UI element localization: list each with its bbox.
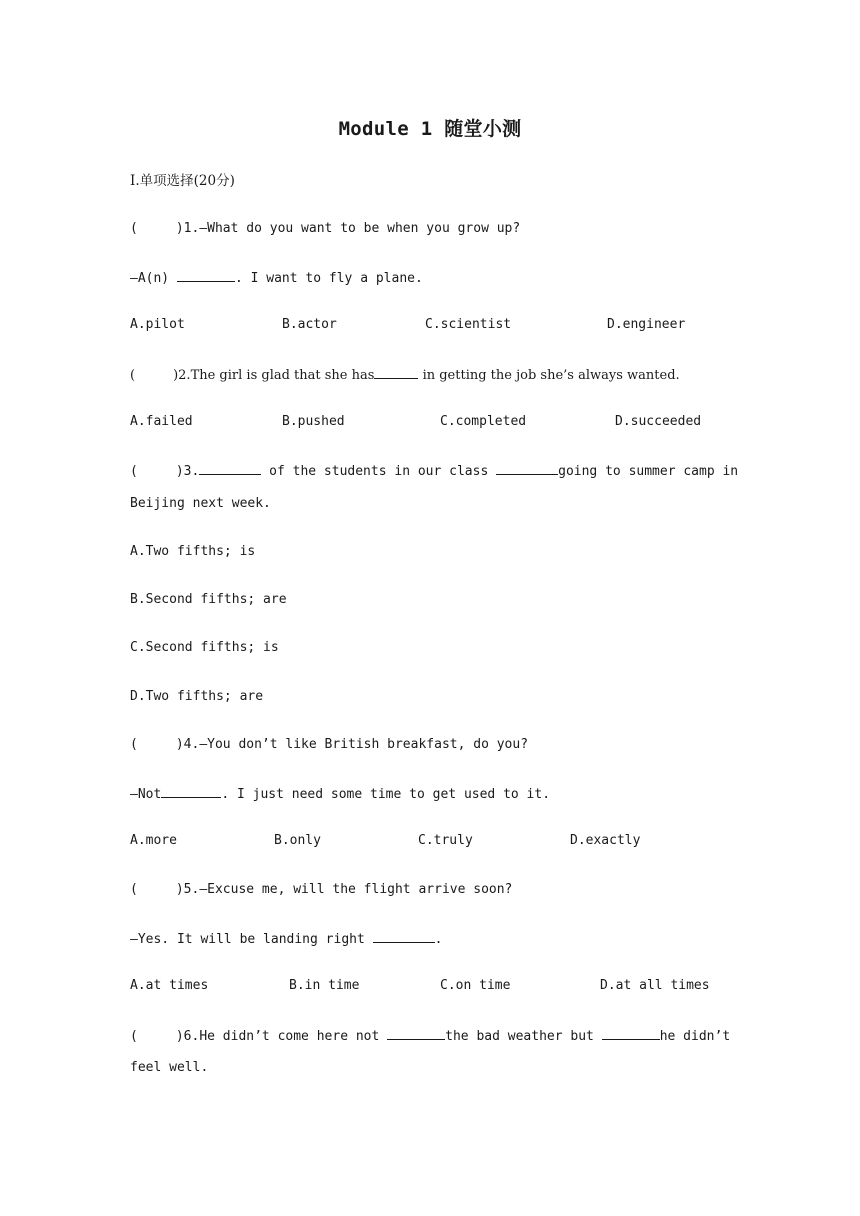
text-segment: in getting the job she’s always wanted. — [418, 368, 680, 383]
option-a: A.pilot — [130, 317, 185, 332]
question-4-stem — [130, 736, 528, 754]
answer-blank — [373, 929, 435, 943]
text-segment: . I just need some time to get used to it. — [221, 787, 551, 802]
option-b: B.in time — [289, 978, 360, 993]
question-number: )4. — [175, 737, 200, 752]
text-segment: going to summer camp in — [558, 464, 739, 479]
option-d: D.succeeded — [615, 414, 702, 429]
answer-blank — [177, 268, 235, 282]
answer-blank — [387, 1026, 445, 1040]
option-c: C.on time — [440, 978, 511, 993]
option-a: A.more — [130, 833, 177, 848]
answer-paren-open: ( — [130, 1029, 138, 1044]
question-text: —What do you want to be when you grow up? — [199, 221, 521, 236]
answer-paren-open: ( — [130, 737, 138, 752]
text-segment: of the students in our class — [261, 464, 497, 479]
question-number: )3. — [175, 464, 200, 479]
question-2-stem — [130, 365, 680, 385]
question-5-line2 — [130, 929, 442, 949]
option-c: C.truly — [418, 833, 473, 848]
question-text: —Excuse me, will the flight arrive soon? — [199, 882, 513, 897]
text-segment: The girl is glad that she has — [190, 368, 375, 383]
question-5-stem — [130, 881, 512, 899]
option-d: D.at all times — [600, 978, 710, 993]
answer-paren-open: ( — [130, 882, 138, 897]
question-number: )1. — [175, 221, 200, 236]
text-segment: . — [434, 932, 443, 947]
question-1-line2 — [130, 268, 423, 288]
option-b: B.actor — [282, 317, 337, 332]
text-segment: —Yes. It will be landing right — [130, 932, 373, 947]
question-4-line2 — [130, 784, 550, 804]
text-segment: —A(n) — [130, 271, 177, 286]
answer-paren-open: ( — [130, 368, 136, 383]
option-a: A.Two fifths; is — [130, 544, 256, 559]
option-d: D.exactly — [570, 833, 641, 848]
option-a: A.at times — [130, 978, 209, 993]
question-3-stem — [130, 461, 739, 481]
option-d: D.engineer — [607, 317, 686, 332]
text-segment: . I want to fly a plane. — [234, 271, 423, 286]
answer-paren-open: ( — [130, 221, 138, 236]
answer-blank — [496, 461, 558, 475]
question-1-stem — [130, 220, 520, 238]
text-segment: —Not — [130, 787, 162, 802]
answer-paren-open: ( — [130, 464, 138, 479]
option-d: D.Two fifths; are — [130, 689, 264, 704]
question-text: —You don’t like British breakfast, do you? — [199, 737, 529, 752]
question-3-line2: Beijing next week. — [130, 496, 271, 511]
option-c: C.Second fifths; is — [130, 640, 279, 655]
question-6-line2: feel well. — [130, 1060, 209, 1075]
text-segment: the bad weather but — [445, 1029, 602, 1044]
answer-blank — [199, 461, 261, 475]
answer-blank — [161, 784, 221, 798]
option-c: C.completed — [440, 414, 527, 429]
answer-blank — [374, 365, 418, 379]
option-c: C.scientist — [425, 317, 512, 332]
text-segment: he didn’t — [659, 1029, 731, 1044]
question-number: )2. — [173, 368, 191, 383]
page-title: Module 1 随堂小测 — [338, 118, 522, 140]
question-number: )5. — [175, 882, 200, 897]
section-heading: Ⅰ.单项选择(20分) — [130, 173, 235, 189]
text-segment: He didn’t come here not — [199, 1029, 388, 1044]
option-a: A.failed — [130, 414, 193, 429]
option-b: B.pushed — [282, 414, 345, 429]
option-b: B.Second fifths; are — [130, 592, 287, 607]
question-6-stem — [130, 1026, 730, 1046]
question-number: )6. — [175, 1029, 200, 1044]
answer-blank — [602, 1026, 660, 1040]
option-b: B.only — [274, 833, 321, 848]
